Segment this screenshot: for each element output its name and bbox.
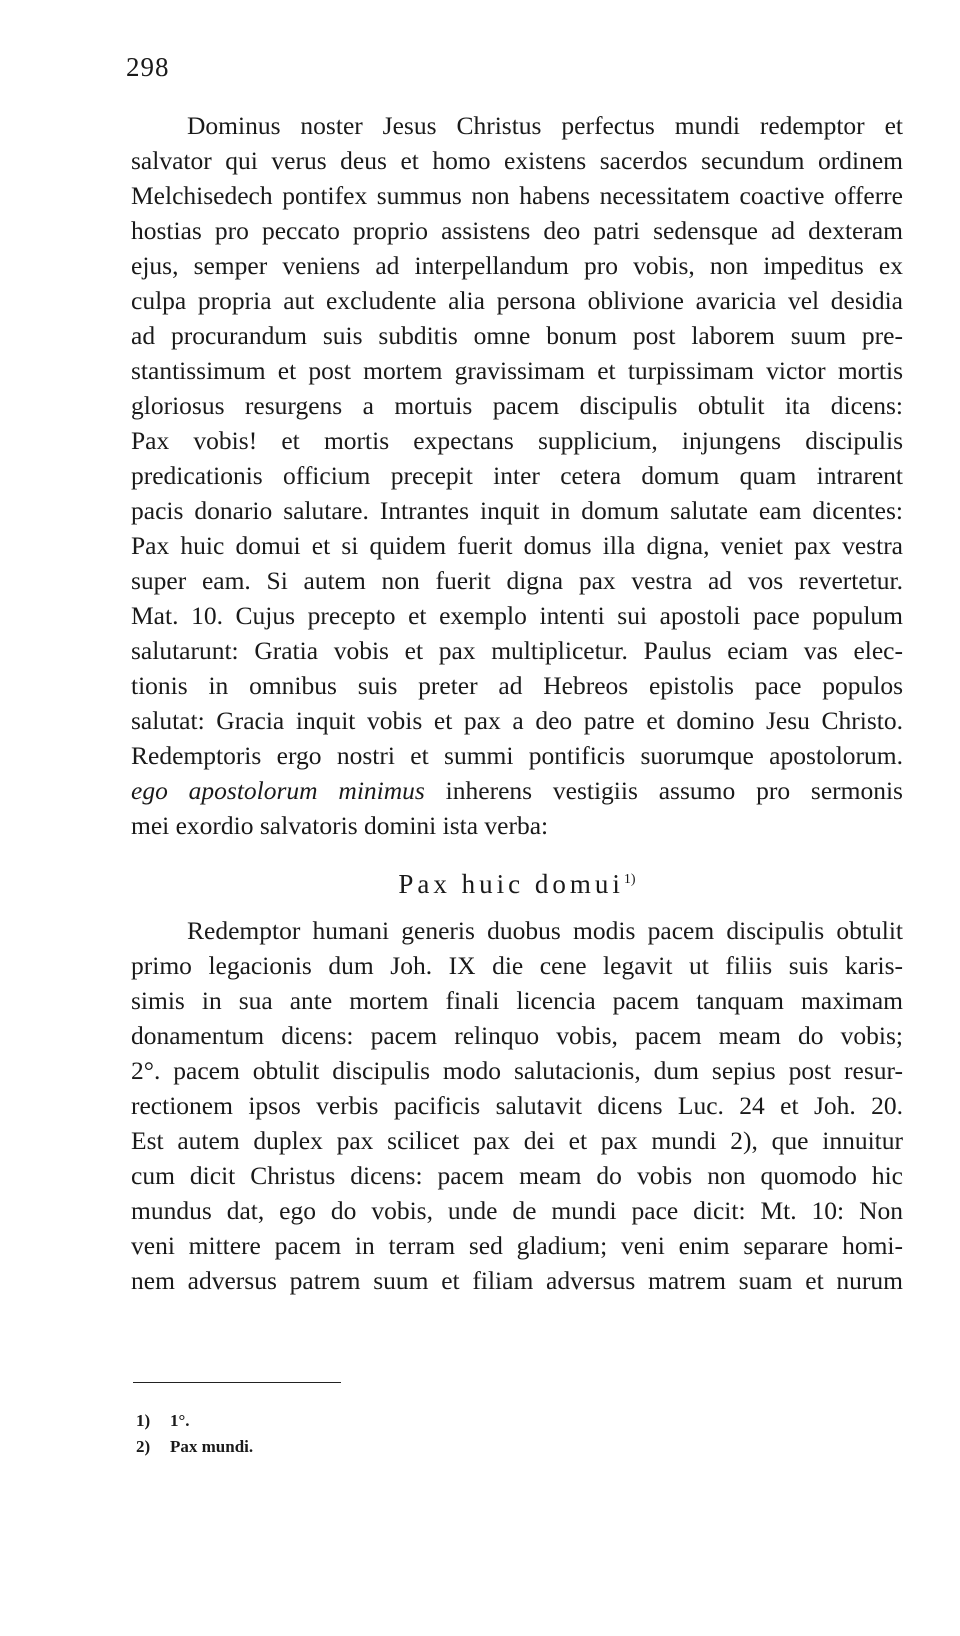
text-line: mundus dat, ego do vobis, unde de mundi pace dicit: Mt. 10: Non (131, 1196, 903, 1225)
text-line: pacis donario salutare. Intrantes inquit in domum salutate eam dicentes: (131, 496, 903, 525)
paragraph-2 (131, 913, 903, 1298)
text-line: 2°. pacem obtulit discipulis modo salutacionis, dum sepius post resur- (131, 1056, 903, 1085)
page-number: 298 (126, 52, 170, 82)
text-line: simis in sua ante mortem finali licencia pacem tanquam maximam (131, 986, 903, 1015)
text-line-with-italic (131, 773, 903, 808)
text-line: mei exordio salvatoris domini ista verba: (131, 811, 549, 840)
text-line: rectionem ipsos verbis pacificis salutavit dicens Luc. 24 et Joh. 20. (131, 1091, 903, 1120)
text-line: salutarunt: Gratia vobis et pax multiplicetur. Paulus eciam vas elec- (131, 636, 903, 665)
text-line: Est autem duplex pax scilicet pax dei et pax mundi 2), que innuitur (131, 1126, 903, 1155)
text-line: cum dicit Christus dicens: pacem meam do vobis non quomodo hic (131, 1161, 903, 1190)
italic-phrase: ego apostolorum minimus (131, 776, 425, 805)
text-line: super eam. Si autem non fuerit digna pax vestra ad vos revertetur. (131, 566, 903, 595)
footnote-separator (133, 1382, 341, 1383)
text-line: stantissimum et post mortem gravissimam et turpissimam victor mortis (131, 356, 903, 385)
footnote-text: 1°. (170, 1411, 190, 1430)
text-line: salvator qui verus deus et homo existens sacerdos secundum ordinem (131, 146, 903, 175)
body-text (131, 108, 903, 1298)
text-line: primo legacionis dum Joh. IX die cene legavit ut filiis suis karis- (131, 951, 903, 980)
text-line: veni mittere pacem in terram sed gladium; veni enim separare homi- (131, 1231, 903, 1260)
footnotes (136, 1408, 253, 1460)
footnote-mark: 1) (136, 1411, 151, 1430)
text-line: Dominus noster Jesus Christus perfectus mundi redemptor et (187, 111, 903, 140)
paragraph-1 (131, 108, 903, 843)
heading-text: Pax huic domui (398, 869, 624, 899)
text-line: donamentum dicens: pacem relinquo vobis, pacem meam do vobis; (131, 1021, 903, 1050)
text-line: ad procurandum suis subditis omne bonum post laborem suum pre- (131, 321, 903, 350)
text-line: Mat. 10. Cujus precepto et exemplo intenti sui apostoli pace populum (131, 601, 903, 630)
text-line: Pax vobis! et mortis expectans supplicium, injungens discipulis (131, 426, 903, 455)
text-line: hostias pro peccato proprio assistens deo patri sedensque ad dexteram (131, 216, 903, 245)
text-line: culpa propria aut excludente alia persona oblivione avaricia vel desidia (131, 286, 903, 315)
text-line: Redemptor humani generis duobus modis pacem discipulis obtulit (187, 916, 903, 945)
footnote (136, 1408, 253, 1434)
text-line: salutat: Gracia inquit vobis et pax a deo patre et domino Jesu Christo. (131, 706, 903, 735)
text-line: nem adversus patrem suum et filiam adversus matrem suam et nurum (131, 1266, 903, 1295)
text-line: Pax huic domui et si quidem fuerit domus illa digna, veniet pax vestra (131, 531, 903, 560)
text-line: ejus, semper veniens ad interpellandum pro vobis, non impeditus ex (131, 251, 903, 280)
footnote-mark: 2) (136, 1437, 151, 1456)
text-line: Redemptoris ergo nostri et summi pontificis suorumque apostolorum. (131, 741, 903, 770)
text-line: tionis in omnibus suis preter ad Hebreos epistolis pace populos (131, 671, 903, 700)
text-line: gloriosus resurgens a mortuis pacem discipulis obtulit ita dicens: (131, 391, 903, 420)
text-span: inherens vestigiis assumo pro sermonis (424, 776, 903, 805)
text-line: Melchisedech pontifex summus non habens necessitatem coactive offerre (131, 181, 903, 210)
footnote (136, 1434, 253, 1460)
footnote-text: Pax mundi. (170, 1437, 254, 1456)
section-heading (131, 851, 903, 909)
text-line: predicationis officium precepit inter cetera domum quam intrarent (131, 461, 903, 490)
heading-footnote-mark: 1) (623, 872, 636, 887)
